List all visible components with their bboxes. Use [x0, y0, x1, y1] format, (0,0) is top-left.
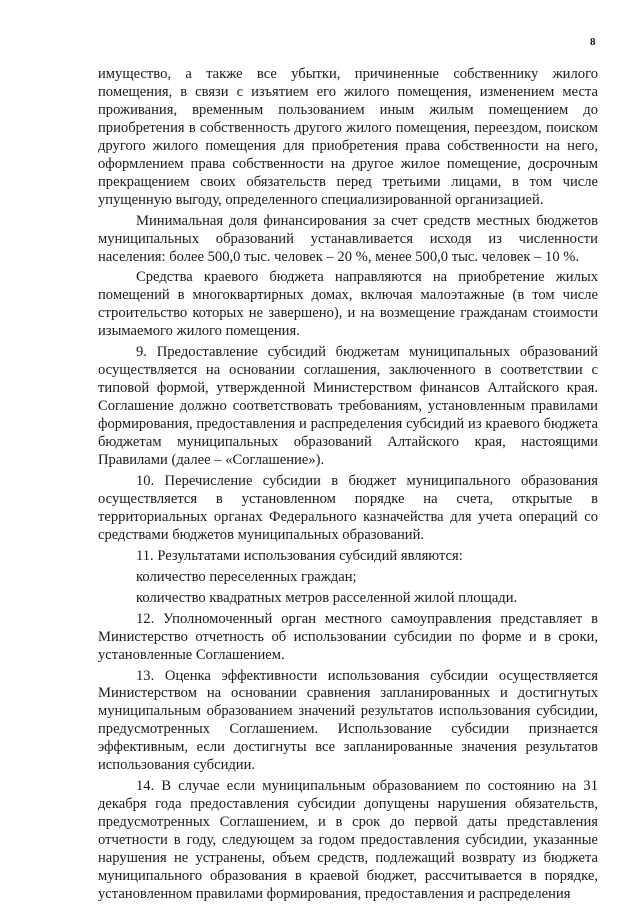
paragraph-10: 10. Перечисление субсидии в бюджет муниципального образования осуществляется в установленном порядке на счета, открытые в территориальных органах Федерального казначейства для учета операций со средствами бюджетов муниципальных образований. [98, 472, 598, 543]
paragraph-11: 11. Результатами использования субсидий являются: [136, 547, 463, 564]
document-body [98, 66, 598, 904]
page-number: 8 [590, 36, 596, 48]
paragraph-14: 14. В случае если муниципальным образованием по состоянию на 31 декабря года предоставления субсидии допущены нарушения обязательств, предусмотренных Соглашением, и в срок до первой даты представления отчетности в году, следующем за годом предоставления субсидии, указанные нарушения не устранены, объем средств, подлежащий возврату из бюджета муниципального образования в краевой бюджет, рассчитывается в порядке, установленном правилами формирования, предоставления и распределения [98, 778, 598, 902]
paragraph-12: 12. Уполномоченный орган местного самоуправления представляет в Министерство отчетность об использовании субсидии по форме и в сроки, установленные Соглашением. [98, 610, 598, 663]
paragraph-min-share: Минимальная доля финансирования за счет средств местных бюджетов муниципальных образований устанавливается исходя из численности населения: более 500,0 тыс. человек – 20 %, менее 500,0 тыс. человек – 10 %. [98, 212, 598, 265]
paragraph-regional-funds: Средства краевого бюджета направляются на приобретение жилых помещений в многоквартирных домах, включая малоэтажные (в том числе строительство которых не завершено), и на возмещение гражданам стоимости изымаемого жилого помещения. [98, 269, 598, 340]
paragraph-13: 13. Оценка эффективности использования субсидии осуществляется Министерством на основании сравнения запланированных и достигнутых муниципальным образованием значений результатов использования субсидии, предусмотренных Соглашением. Использование субсидии признается эффективным, если достигнуты все запланированные значения результатов использования субсидии. [98, 667, 598, 774]
result-item-citizens: количество переселенных граждан; [136, 568, 357, 585]
result-item-area: количество квадратных метров расселенной жилой площади. [136, 589, 518, 606]
paragraph-continuation: имущество, а также все убытки, причиненные собственнику жилого помещения, в связи с изъятием его жилого помещения, изменением места проживания, временным пользованием иным жилым помещением до приобретения в собственность другого жилого помещения, переездом, поиском другого жилого помещения для приобретения права собственности на него, оформлением права собственности на другое жилое помещение, досрочным прекращением своих обязательств перед третьими лицами, в том числе упущенную выгоду, определенного специализированной организацией. [98, 66, 598, 208]
paragraph-9: 9. Предоставление субсидий бюджетам муниципальных образований осуществляется на основании соглашения, заключенного в соответствии с типовой формой, утвержденной Министерством финансов Алтайского края. Соглашение должно соответствовать требованиям, установленным правилами формирования, предоставления и распределения субсидий из краевого бюджета бюджетам муниципальных образований Алтайского края, настоящими Правилами (далее – «Соглашение»). [98, 344, 598, 469]
